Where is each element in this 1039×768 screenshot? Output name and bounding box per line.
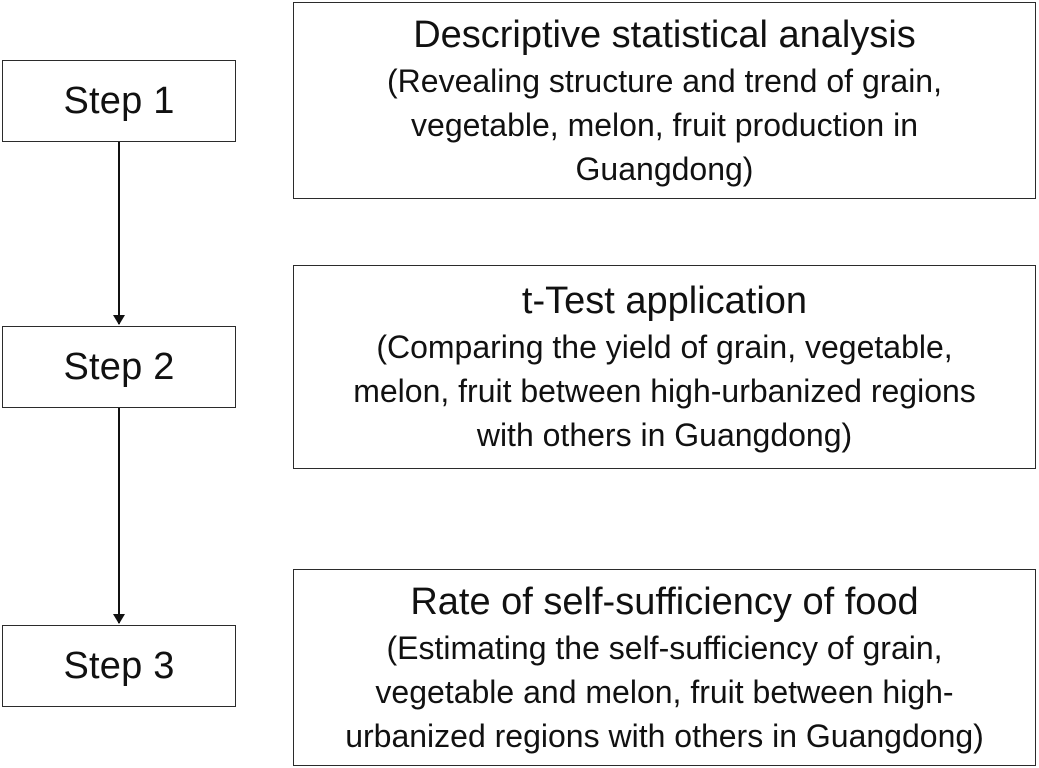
self-sufficiency-line-1: (Estimating the self-sufficiency of grain, — [386, 629, 943, 666]
descriptive-analysis-line-3: Guangdong) — [575, 150, 754, 187]
descriptive-analysis-line-2: vegetable, melon, fruit production in — [411, 106, 918, 143]
self-sufficiency-box — [293, 569, 1036, 766]
descriptive-analysis-title: Descriptive statistical analysis — [413, 13, 916, 56]
step-1-label: Step 1 — [63, 79, 175, 122]
step-3-label: Step 3 — [63, 644, 175, 687]
descriptive-analysis-box — [293, 2, 1036, 199]
step-1-box — [2, 60, 236, 142]
t-test-line-2: melon, fruit between high-urbanized regions — [353, 373, 976, 409]
step-2-box — [2, 326, 236, 408]
self-sufficiency-line-3: urbanized regions with others in Guangdong) — [345, 717, 984, 754]
step-3-box — [2, 625, 236, 707]
self-sufficiency-line-2: vegetable and melon, fruit between high- — [375, 673, 954, 710]
t-test-line-3: with others in Guangdong) — [476, 417, 853, 453]
t-test-title: t-Test application — [521, 280, 808, 322]
step-2-label: Step 2 — [63, 345, 175, 388]
descriptive-analysis-line-1: (Revealing structure and trend of grain, — [387, 62, 942, 99]
t-test-box — [293, 265, 1036, 469]
self-sufficiency-title: Rate of self-sufficiency of food — [410, 580, 919, 623]
t-test-line-1: (Comparing the yield of grain, vegetable, — [376, 329, 953, 365]
